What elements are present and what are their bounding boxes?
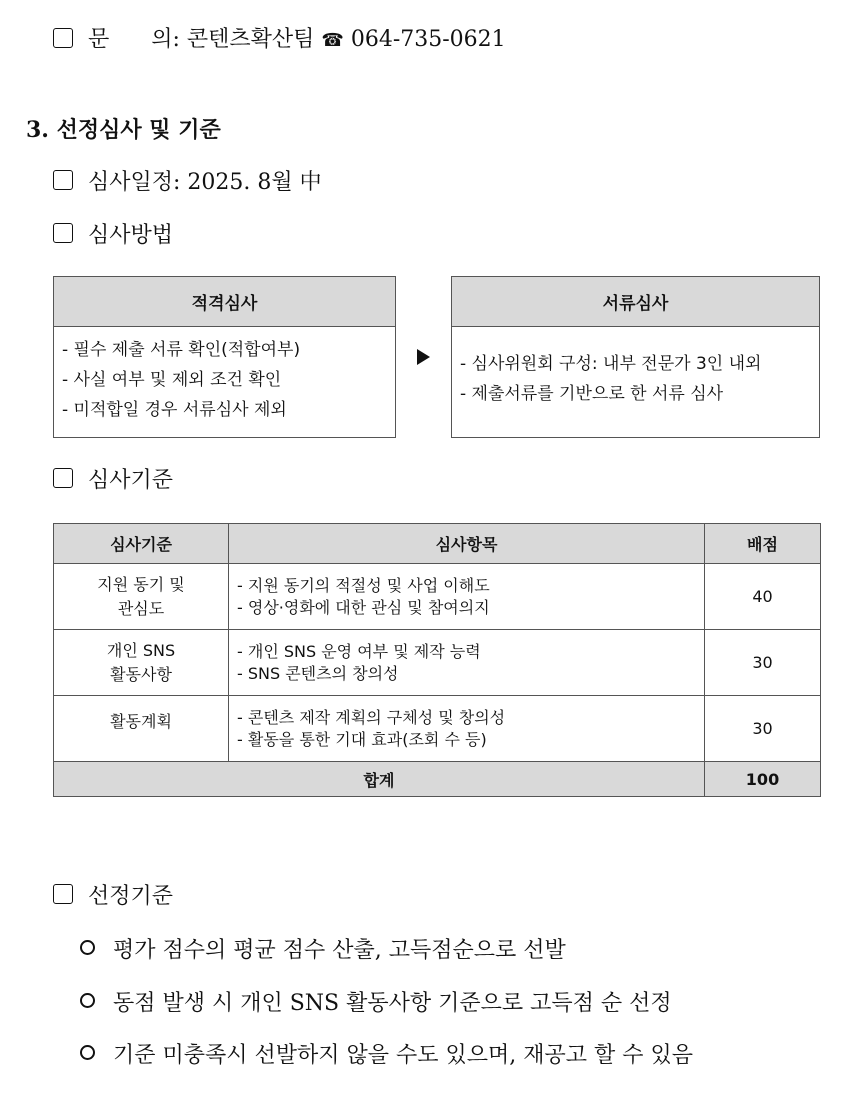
item-text: - SNS 콘텐츠의 창의성 [237,663,399,683]
item-text: - 지원 동기의 적절성 및 사업 이해도 [237,575,490,595]
phone-icon: ☎ [321,30,344,51]
checkbox-icon [53,468,73,488]
checkbox-icon [53,28,73,48]
contact-team: 콘텐츠확산팀 [186,27,315,52]
criterion-text: 개인 SNS [106,640,176,660]
contact-label: 문 의: [88,27,180,52]
items-cell [229,696,705,762]
criterion-cell [54,564,229,630]
contact-line [88,22,506,53]
flow-step-items [54,327,395,425]
selection-item: 평가 점수의 평균 점수 산출, 고득점순으로 선발 [113,938,566,963]
item-text: - 활동을 통한 기대 효과(조회 수 등) [237,729,487,749]
column-header: 심사기준 [54,524,229,564]
items-cell [229,630,705,696]
circle-bullet-icon [80,1045,95,1060]
flow-item: - 사실 여부 및 제외 조건 확인 [62,370,282,390]
score-cell: 30 [705,630,821,696]
criterion-text: 활동계획 [110,711,172,731]
criterion-cell [54,630,229,696]
table-row [54,564,821,630]
table-row [54,630,821,696]
selection-label: 선정기준 [88,884,174,909]
column-header: 심사항목 [229,524,705,564]
circle-bullet-icon [80,940,95,955]
item-text: - 영상·영화에 대한 관심 및 참여의지 [237,597,490,617]
criterion-cell [54,696,229,762]
criterion-text: 활동사항 [110,664,172,684]
criteria-table [53,523,821,797]
contact-phone: 064-735-0621 [350,27,506,52]
flow-step-title: 서류심사 [452,277,819,327]
selection-item: 동점 발생 시 개인 SNS 활동사항 기준으로 고득점 순 선정 [113,991,672,1016]
item-text: - 개인 SNS 운영 여부 및 제작 능력 [237,641,481,661]
section-title: 3. 선정심사 및 기준 [26,117,221,143]
criterion-text: 관심도 [117,598,165,618]
circle-bullet-icon [80,993,95,1008]
schedule-text: 심사일정: 2025. 8월 中 [88,170,322,195]
total-label: 합계 [54,762,705,797]
criteria-label: 심사기준 [88,468,174,493]
table-header-row [54,524,821,564]
score-cell: 30 [705,696,821,762]
table-total-row [54,762,821,797]
selection-item: 기준 미충족시 선발하지 않을 수도 있으며, 재공고 할 수 있음 [113,1043,693,1068]
table-row [54,696,821,762]
item-text: - 콘텐츠 제작 계획의 구체성 및 창의성 [237,707,506,727]
flow-item: - 심사위원회 구성: 내부 전문가 3인 내외 [460,354,762,374]
flow-step-title: 적격심사 [54,277,395,327]
flow-step-items [452,327,819,409]
flow-item: - 필수 제출 서류 확인(적합여부) [62,340,301,360]
method-label: 심사방법 [88,223,174,248]
criterion-text: 지원 동기 및 [97,574,185,594]
column-header: 배점 [705,524,821,564]
items-cell [229,564,705,630]
flow-item: - 미적합일 경우 서류심사 제외 [62,400,287,420]
arrow-right-icon [417,349,430,365]
total-score: 100 [705,762,821,797]
flow-item: - 제출서류를 기반으로 한 서류 심사 [460,384,724,404]
flow-step-document-review [451,276,820,438]
flow-step-eligibility [53,276,396,438]
score-cell: 40 [705,564,821,630]
checkbox-icon [53,170,73,190]
checkbox-icon [53,884,73,904]
checkbox-icon [53,223,73,243]
